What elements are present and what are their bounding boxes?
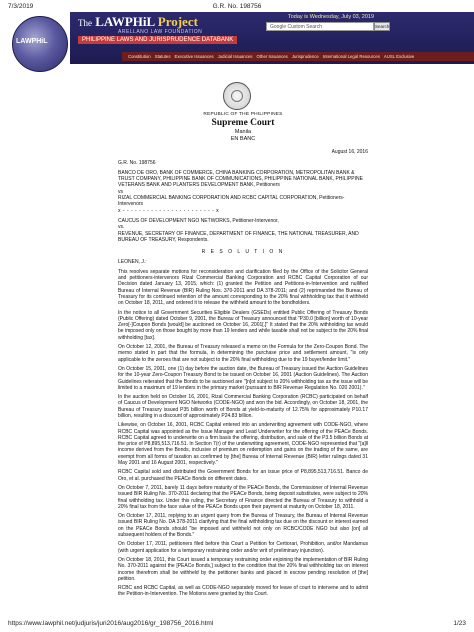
court-heading: Supreme Court (211, 118, 275, 129)
paragraph: On October 15, 2001, one (1) day before the auction date, the Bureau of Treasury issued the Auction Guidelines for the 10-year Zero-Coupon Treasury Bond to be issued on October 16, 2001 (Auction Guidelines). The Auction Guidelines reiterated that the Bonds to be auctioned are "[n]ot subject to 20% withholding tax as the issue will be limited to a maximum of 19 lenders in the primary market (pursuant to BIR Revenue Regulation No. 020 2001)." (118, 365, 368, 391)
site-tagline: ARELLANO LAW FOUNDATION (118, 29, 203, 35)
resolution-heading: R E S O L U T I O N (201, 249, 285, 256)
petitioners: BANCO DE ORO, BANK OF COMMERCE, CHINA BANKING CORPORATION, METROPOLITAN BANK & TRUST COMPANY, PHILIPPINE BANK OF COMMUNICATIONS, PHILIPPINE NATIONAL BANK, PHILIPPINE VETERANS BANK AND PLANTERS DEVELOPMENT BANK, Petitioners (118, 169, 363, 189)
respondents: REVENUE, SECRETARY OF FINANCE, DEPARTMENT OF FINANCE, THE NATIONAL TREASURER, AND BUREAU OF TREASURY, Respondents. (118, 230, 359, 243)
print-header (0, 0, 474, 12)
paragraph: In the auction held on October 16, 2001, Rizal Commercial Banking Corporation (RCBC) participated on behalf of Caucus of Development NGO Networks (CODE-NGO) and won the bid. Accordingly, on October 18, 2001, the Bureau of Treasury issued P35 billion worth of Bonds at yield-to-maturity of 12.75% for approximately P10.17 billion, resulting in a discount of approximately P24.83 billion. (118, 394, 368, 419)
paragraph: RCBC Capital sold and distributed the Government Bonds for an issue price of P8,895,513,716.51. Banco de Oro, et al. purchased the PEACe Bonds on different dates. (118, 469, 368, 482)
paragraph: On October 7, 2011, barely 11 days before maturity of the PEACe Bonds, the Commissioner of Internal Revenue issued BIR Ruling No. 370-2011 declaring that the PEACe Bonds, being deposit substitutes, were subject to 20% final withholding tax. Under this ruling, the Secretary of Finance directed the Bureau of Treasury to withhold a 20% final tax from the face value of the PEACe Bonds upon their payment at maturity on October 18, 2011. (118, 484, 368, 510)
brand-project: Project (157, 14, 198, 29)
decision-date: August 16, 2016 (331, 149, 368, 156)
division-heading: EN BANC (230, 136, 256, 143)
print-footer (0, 620, 474, 630)
intervenors: RIZAL COMMERCIAL BANKING CORPORATION AND RCBC CAPITAL CORPORATION, Petitioners-Intervenors (118, 195, 345, 208)
print-date: 7/3/2019 (8, 3, 34, 10)
paragraph: RCBC and RCBC Capital, as well as CODE-NGO separately moved for leave of court to intervene and to admit the Petition-in-Intervention. The Motions were granted by this Court. (118, 585, 368, 598)
caucus-intervenor: CAUCUS OF DEVELOPMENT NGO NETWORKS, Petitioner-Intervenor, (118, 217, 279, 224)
paragraph: Likewise, on October 16, 2001, RCBC Capital entered into an underwriting agreement with CODE-NGO, where RCBC Capital was appointed as the Issue Manager and Lead Underwriter for the offering of the PEACe Bonds. RCBC Capital agreed to underwrite on a firm basis the offering, distribution, and sale of the P3.5 billion Bonds at the price of P8,895,513,716.51. In Section 7(r) of the underwriting agreement, CODE-NGO represented that "[a]ll income derived from the Bonds, inclusive of premium on redemption and gains on the trading of the same, are exempt from all forms of taxation as confirmed by [the] Bureau of Internal Revenue (BIR) letter rulings dated 31 May 2001 and 16 August 2001, respectively." (118, 422, 368, 467)
page-number: 1/23 (453, 620, 466, 627)
nav-statutes[interactable]: Statutes (154, 54, 171, 59)
ponente: LEONEN, J.: (118, 259, 147, 266)
search-button[interactable]: Search (375, 24, 390, 29)
site-subtitle: PHILIPPINE LAWS AND JURISPRUDENCE DATABANK (78, 36, 237, 44)
nav-ausl-exclusive[interactable]: AUSL Exclusive (383, 54, 415, 59)
print-title: G.R. No. 198756 (212, 3, 262, 10)
brand-name: LAWPHiL (95, 14, 155, 29)
brand-the: The (78, 18, 92, 28)
nav-executive-issuances[interactable]: Executive Issuances (174, 54, 214, 59)
republic-heading: REPUBLIC OF THE PHILIPPINES (203, 112, 283, 117)
paragraph: On October 17, 2011, petitioners filed before this Court a Petition for Certiorari, Prohibition, and/or Mandamus (with urgent application for a temporary restraining order and/or writ of preliminary injunction). (118, 541, 368, 554)
versus-2: vs. (118, 224, 125, 231)
nav-other-issuances[interactable]: Other Issuances (256, 54, 288, 59)
paragraph: This resolves separate motions for reconsideration and clarification filed by the Office of the Solicitor General and petitioners-intervenors Rizal Commercial Banking Corporation and RCBC Capital Corporation of our Decision dated January 13, 2015, which: (1) granted the Petition and Petitions-in-Intervention and nullified Bureau of Internal Revenue (BIR) Ruling Nos. 370-2011 and DA 378-2011; and (2) reprimanded the Bureau of Treasury for its continued retention of the amount corresponding to the 20% final withholding tax that it withheld on October 18, 2011, and ordered it to release the withheld amount to the bondholders. (118, 268, 368, 307)
nav-constitution[interactable]: Constitution (128, 54, 151, 59)
page-url[interactable]: https://www.lawphil.net/judjuris/juri2016/aug2016/gr_198756_2016.html (8, 620, 214, 627)
nav-bar (122, 52, 474, 61)
site-brand[interactable] (78, 14, 198, 30)
paragraph: On October 18, 2011, this Court issued a temporary restraining order enjoining the implementation of BIR Ruling No. 370-2011 against the [PEACe Bonds,] subject to the condition that the 20% final withholding tax on interest income therefrom shall be withheld by the petitioner banks and placed in escrow pending resolution of [the] petition. (118, 556, 368, 582)
nav-international-legal-resources[interactable]: International Legal Resources (322, 54, 380, 59)
decision-document (118, 112, 368, 598)
paragraph: In the notice to all Government Securities Eligible Dealers (GSEDs) entitled Public Offering of Treasury Bonds (Public Offering) dated October 9, 2001, the Bureau of Treasury announced that "P30.0 [billion] worth of 10-year Zero[-]Coupon Bonds [would] be auctioned on October 16, 2001[.]" It stated that the 20% withholding tax would be imposed only on those bought by more than 19 lenders and while taxable shall not be subject to the 20% final withholding [tax]. (118, 309, 368, 341)
nav-jurisprudence[interactable]: Jurisprudence (291, 54, 319, 59)
versus-1: vs (118, 188, 123, 195)
search-input[interactable]: Google Custom Search (266, 22, 374, 31)
logo-text: LAWPHiL (16, 38, 48, 45)
today-date: Today is Wednesday, July 03, 2019 (287, 14, 374, 20)
gr-number: G.R. No. 198756 (118, 159, 156, 166)
supreme-court-seal (223, 82, 251, 110)
city-heading: Manila (234, 129, 252, 136)
paragraph: On October 17, 2011, replying to an urgent query from the Bureau of Treasury, the Bureau of Internal Revenue issued BIR Ruling No. DA 378-2011 clarifying that the final withholding tax due on the discount or interest earned on the PEACe Bonds should "be imposed and withheld not only on RCBC/CODE NGO but also [on] all subsequent holders of the Bonds." (118, 513, 368, 539)
nav-judicial-issuances[interactable]: Judicial Issuances (217, 54, 253, 59)
separator: x - - - - - - - - - - - - - - - - - - - - - - - x (118, 207, 220, 214)
paragraph: On October 12, 2001, the Bureau of Treasury released a memo on the Formula for the Zero-Coupon Bond. The memo stated in part that the formula, in determining the purchase price and settlement amount, "is only applicable to the zeroes that are not subject to the 20% final withholding due to the 19 buyer/lender limit." (118, 344, 368, 363)
